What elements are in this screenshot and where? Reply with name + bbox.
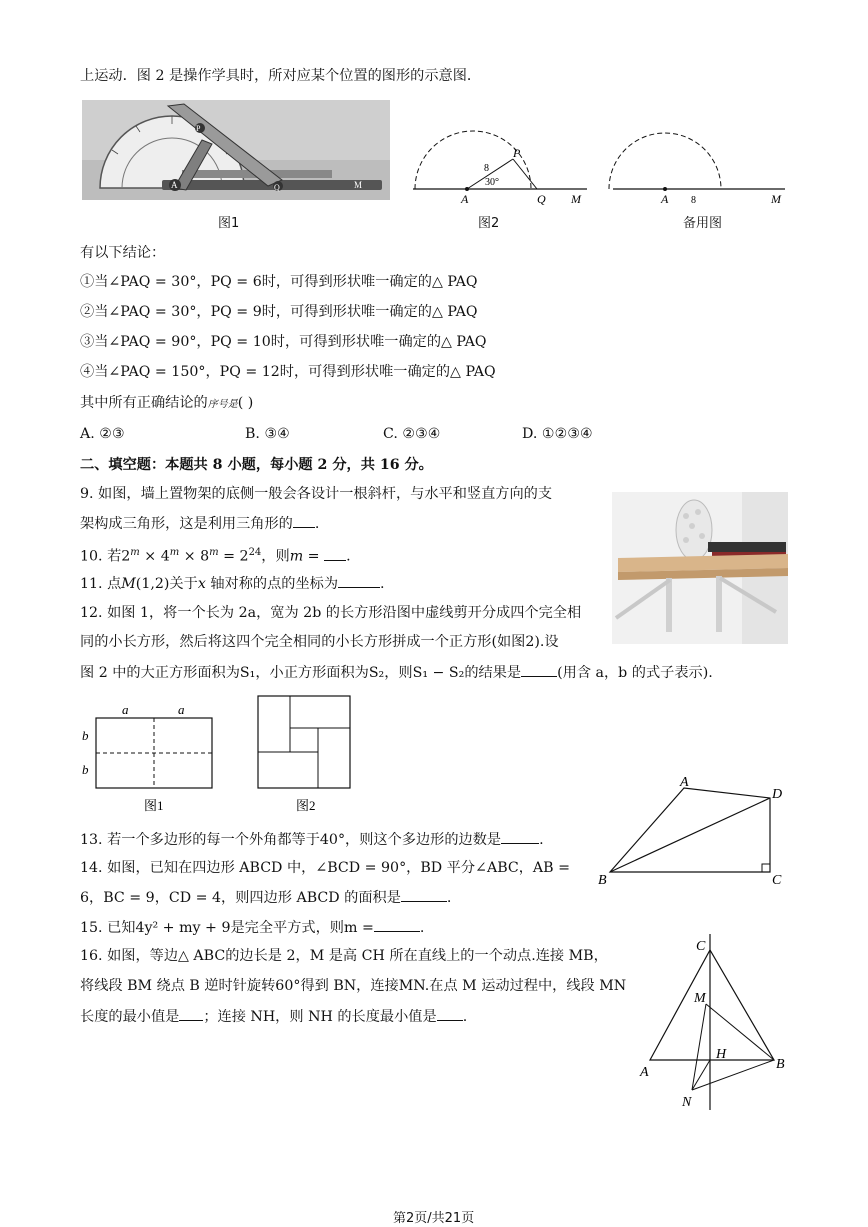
fig2-label-q: Q <box>537 192 546 206</box>
q15-text: 15. 已知4y² + my + 9是完全平方式，则m = <box>80 920 374 936</box>
q14-label-d: D <box>772 787 783 802</box>
option-d: D. ①②③④ <box>522 426 593 442</box>
q10-exp-1: m <box>130 547 140 558</box>
q11-x: x <box>197 576 206 592</box>
q10-blank <box>324 546 346 561</box>
fig1-caption: 图1 <box>218 216 240 231</box>
figure-3-diagram <box>605 115 795 210</box>
q9-end: . <box>314 516 320 532</box>
q12-caption-1: 图1 <box>144 798 164 813</box>
q14-line-1: 14. 如图，已知在四边形 ABCD 中，∠BCD = 90°，BD 平分∠ABC，AB = <box>80 860 570 876</box>
q16-blank-2 <box>437 1006 463 1021</box>
q13 <box>80 829 544 850</box>
option-a: A. ②③ <box>80 426 125 442</box>
svg-text:A: A <box>171 180 178 190</box>
option-b: B. ③④ <box>245 426 290 442</box>
protractor-photo <box>82 100 390 200</box>
q13-text: 13. 若一个多边形的每一个外角都等于40°，则这个多边形的边数是 <box>80 832 502 848</box>
q16-end: . <box>462 1009 468 1025</box>
fig3-caption: 备用图 <box>683 216 723 231</box>
q10-exp-2: m <box>169 547 180 558</box>
svg-text:P: P <box>196 124 201 133</box>
q12-figure-2 <box>252 690 362 818</box>
question-prompt-end: ( ) <box>237 395 254 411</box>
shelf-photo <box>612 492 788 644</box>
q9-text: 架构成三角形，这是利用三角形的 <box>80 516 293 532</box>
q16-figure <box>636 930 796 1115</box>
q12-blank <box>521 662 557 677</box>
question-prompt <box>80 393 253 415</box>
fig2-label-p: P <box>513 146 521 160</box>
q14-label-a: A <box>680 775 689 790</box>
intro-line: 上运动．图 2 是操作学具时，所对应某个位置的图形的示意图． <box>80 68 482 84</box>
q16-text-2: ；连接 NH，则 NH 的长度最小值是 <box>203 1009 437 1025</box>
q12-line-3 <box>80 662 713 683</box>
fig3-label-len: 8 <box>691 195 696 206</box>
q12-line-1: 12. 如图 1，将一个长为 2a，宽为 2b 的长方形沿图中虚线剪开分成四个完全相 <box>80 605 582 621</box>
q16-label-m: M <box>694 991 706 1006</box>
q9-line-2 <box>80 513 319 534</box>
fig3-point-a <box>663 187 667 191</box>
q16-line-1: 16. 如图，等边△ ABC的边长是 2，M 是高 CH 所在直线上的一个动点.连接 MB， <box>80 948 608 964</box>
option-c: C. ②③④ <box>383 426 441 442</box>
q11 <box>80 573 385 594</box>
q10-times-8: × 8 <box>179 548 210 565</box>
q12-line-2: 同的小长方形，然后将这四个完全相同的小长方形拼成一个正方形(如图2).设 <box>80 634 559 650</box>
q14-label-c: C <box>772 873 782 888</box>
q11-blank <box>338 573 380 588</box>
protractor-photo-drawing <box>82 100 390 200</box>
section-title: 二、填空题：本题共 8 小题，每小题 2 分，共 16 分。 <box>80 457 433 473</box>
shelf-photo-drawing <box>612 492 788 644</box>
q9-blank <box>293 513 315 528</box>
q12-text: 图 2 中的大正方形面积为S₁，小正方形面积为S₂，则S₁ − S₂的结果是 <box>80 665 522 681</box>
page-footer: 第2页/共21页 <box>393 1211 475 1226</box>
fig2-label-angle: 30° <box>485 177 499 188</box>
q10-m: m <box>289 548 304 565</box>
q12-end: (用含 a，b 的式子表示). <box>557 665 713 681</box>
q9-line-1: 9. 如图，墙上置物架的底侧一般会各设计一根斜杆，与水平和竖直方向的支 <box>80 486 553 502</box>
q12-label-b2: b <box>82 762 89 777</box>
svg-text:M: M <box>354 180 363 190</box>
q10-equals: = 2 <box>218 548 249 565</box>
q16-line-2: 将线段 BM 绕点 B 逆时针旋转60°得到 BN，连接MN.在点 M 运动过程中，线段 MN <box>80 978 627 994</box>
q10-times-4: × 4 <box>139 548 170 565</box>
q15-blank <box>374 917 420 932</box>
conclusion-3: ③当∠PAQ = 90°，PQ = 10时，可得到形状唯一确定的△ PAQ <box>80 334 487 350</box>
conclusion-1: ①当∠PAQ = 30°，PQ = 6时，可得到形状唯一确定的△ PAQ <box>80 274 478 290</box>
q11-coords: (1,2)关于 <box>135 576 198 592</box>
q12-label-a1: a <box>122 702 129 717</box>
q16-label-a: A <box>640 1065 649 1080</box>
q14-line-2 <box>80 887 451 908</box>
fig2-point-a <box>465 187 469 191</box>
q16-label-n: N <box>682 1095 692 1110</box>
q15-end: . <box>419 920 425 936</box>
conclusion-2: ②当∠PAQ = 30°，PQ = 9时，可得到形状唯一确定的△ PAQ <box>80 304 478 320</box>
fig2-label-m: M <box>571 192 581 206</box>
q10-exp-3: m <box>209 547 219 558</box>
fig3-label-a: A <box>661 192 669 206</box>
q10-then: ，则 <box>261 548 290 565</box>
q15 <box>80 917 424 938</box>
q16-text-1: 长度的最小值是 <box>80 1009 180 1025</box>
q11-rest: 轴对称的点的坐标为 <box>205 576 339 592</box>
figure-2-diagram <box>405 115 600 210</box>
conclusion-4: ④当∠PAQ = 150°，PQ = 12时，可得到形状唯一确定的△ PAQ <box>80 364 496 380</box>
fig2-caption: 图2 <box>478 216 500 231</box>
q12-caption-2: 图2 <box>296 798 316 813</box>
q14-end: . <box>446 890 452 906</box>
q10-end: . <box>346 548 351 565</box>
q14-label-b: B <box>598 873 607 888</box>
q11-end: . <box>380 576 385 592</box>
q10-text: 10. 若2 <box>80 548 131 565</box>
q16-line-3 <box>80 1006 467 1027</box>
q13-end: . <box>539 832 544 848</box>
q14-blank <box>401 887 447 902</box>
q16-blank-1 <box>179 1006 203 1021</box>
q10-eq2: = <box>303 548 325 565</box>
q13-blank <box>501 829 539 844</box>
q16-label-c: C <box>696 939 706 954</box>
fig2-label-a: A <box>461 192 469 206</box>
fig3-arc <box>609 133 721 189</box>
q10-exp-24: 24 <box>248 547 262 558</box>
fig2-label-len: 8 <box>484 163 489 174</box>
question-prompt-text: 其中所有正确结论的 <box>80 395 208 411</box>
fig3-label-m: M <box>771 192 781 206</box>
conclusions-intro: 有以下结论： <box>80 245 166 261</box>
q16-label-h: H <box>716 1047 727 1062</box>
q10 <box>80 543 351 567</box>
question-prompt-small: 序号是 <box>207 399 238 410</box>
q16-label-b: B <box>776 1057 785 1072</box>
q14-text: 6，BC = 9，CD = 4，则四边形 ABCD 的面积是 <box>80 890 401 906</box>
q11-m: M <box>121 576 136 592</box>
q14-figure <box>592 772 792 890</box>
q12-label-a2: a <box>178 702 185 717</box>
q12-figure-1 <box>78 700 228 818</box>
q11-text: 11. 点 <box>80 576 122 592</box>
q12-label-b1: b <box>82 728 89 743</box>
svg-text:Q: Q <box>274 183 280 192</box>
